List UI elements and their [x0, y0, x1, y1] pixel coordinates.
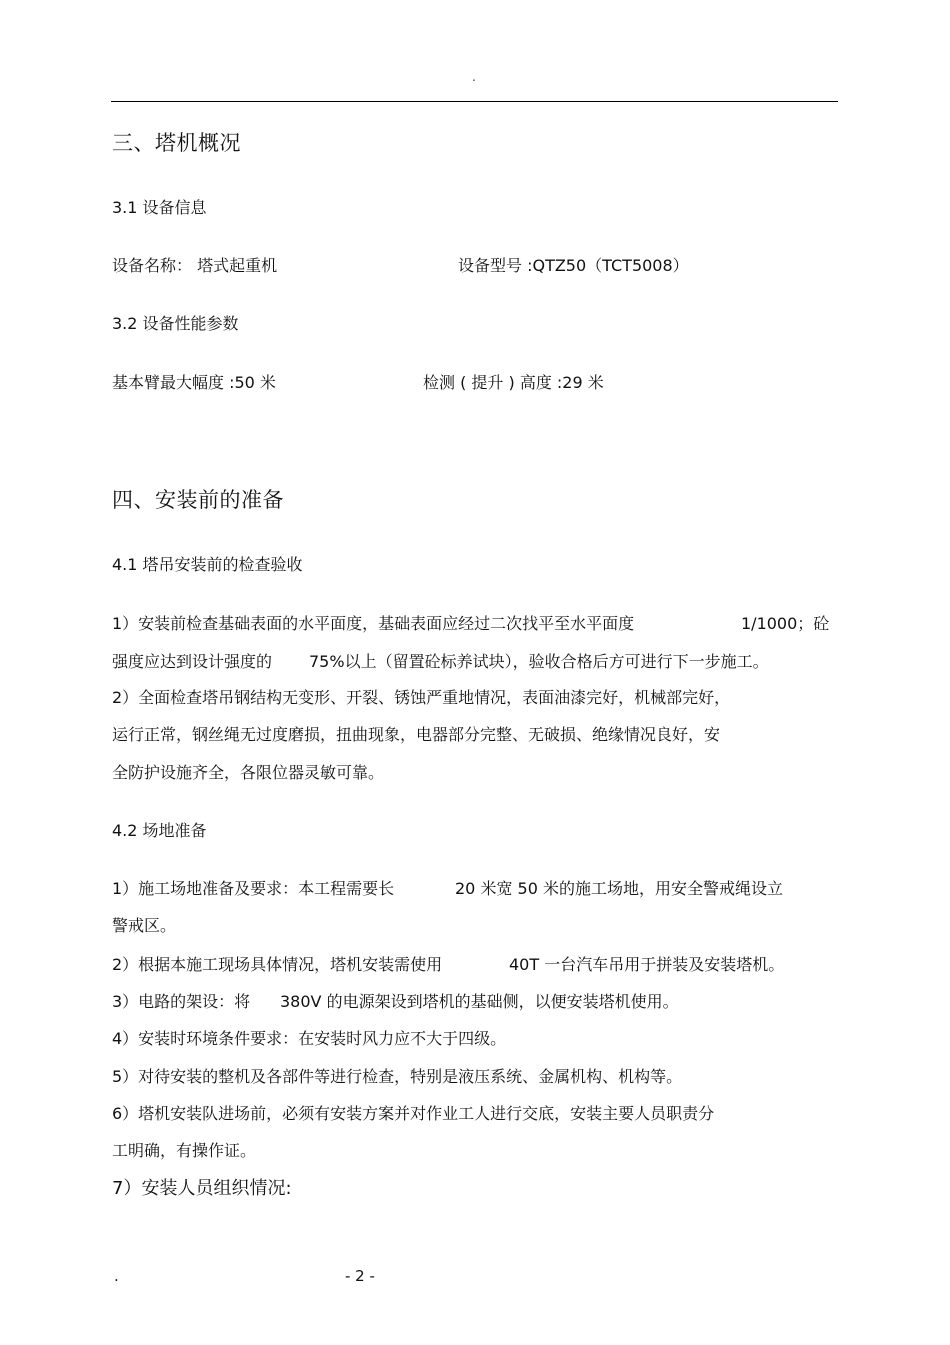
- s42-item6-line1: 6）塔机安装队进场前，必须有安装方案并对作业工人进行交底，安装主要人员职责分: [112, 1104, 715, 1123]
- section-4-title: 四、安装前的准备: [112, 488, 284, 512]
- s41-p2-line1: 2）全面检查塔吊钢结构无变形、开裂、锈蚀严重地情况，表面油漆完好，机械部完好，: [112, 688, 731, 707]
- s42-item4: 4）安装时环境条件要求：在安装时风力应不大于四级。: [112, 1029, 507, 1048]
- s41-p1-line1-a: 1）安装前检查基础表面的水平面度，基础表面应经过二次找平至水平面度: [112, 614, 635, 633]
- s42-item3-a: 3）电路的架设：将: [112, 992, 251, 1011]
- s42-item1-line1-a: 1）施工场地准备及要求：本工程需要长: [112, 879, 395, 898]
- s42-item3-b: 380V 的电源架设到塔机的基础侧，以便安装塔机使用。: [280, 992, 679, 1011]
- subsection-3-1-title: 3.1 设备信息: [112, 198, 207, 217]
- s42-item5: 5）对待安装的整机及各部件等进行检查，特别是液压系统、金属机构、机构等。: [112, 1067, 683, 1086]
- s41-p2-line3: 全防护设施齐全，各限位器灵敏可靠。: [112, 763, 385, 782]
- s41-p1-line2-b: 75%以上（留置砼标养试块），验收合格后方可进行下一步施工。: [309, 652, 769, 671]
- s41-p2-line2: 运行正常，钢丝绳无过度磨损，扭曲现象，电器部分完整、无破损、绝缘情况良好，安: [112, 725, 721, 744]
- s42-item7: 7）安装人员组织情况:: [112, 1178, 292, 1199]
- max-range: 基本臂最大幅度 :50 米: [112, 373, 276, 392]
- lift-height: 检测 ( 提升 ) 高度 :29 米: [423, 373, 604, 392]
- s41-p1-line1-b: 1/1000；砼: [741, 614, 830, 633]
- s42-item2-a: 2）根据本施工现场具体情况，塔机安装需使用: [112, 955, 443, 974]
- s42-item2-b: 40T 一台汽车吊用于拼装及安装塔机。: [509, 955, 785, 974]
- s42-item1-line2: 警戒区。: [112, 916, 177, 935]
- device-model: 设备型号 :QTZ50（TCT5008）: [458, 256, 689, 275]
- section-3-title: 三、塔机概况: [112, 131, 241, 155]
- s42-item6-line2: 工明确，有操作证。: [112, 1141, 257, 1160]
- header-dot: .: [472, 70, 476, 84]
- subsection-3-2-title: 3.2 设备性能参数: [112, 314, 239, 333]
- subsection-4-2-title: 4.2 场地准备: [112, 821, 207, 840]
- footer-dot: .: [114, 1267, 119, 1285]
- device-name: 设备名称： 塔式起重机: [112, 256, 278, 275]
- subsection-4-1-title: 4.1 塔吊安装前的检查验收: [112, 555, 303, 574]
- header-rule: [111, 101, 838, 102]
- s42-item1-line1-b: 20 米宽 50 米的施工场地，用安全警戒绳设立: [455, 879, 783, 898]
- s41-p1-line2-a: 强度应达到设计强度的: [112, 652, 273, 671]
- page-number: - 2 -: [345, 1267, 375, 1285]
